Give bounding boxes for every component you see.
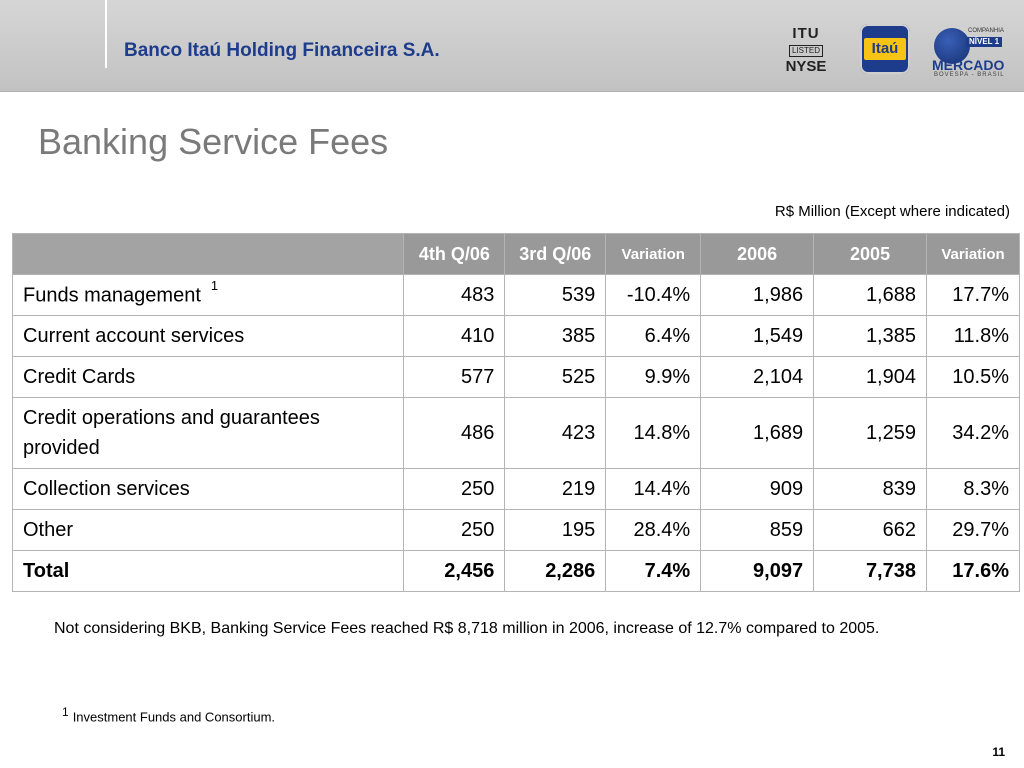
table-row [13,275,1020,316]
row-label: Current account services [13,316,404,357]
table-cell: 250 [404,510,505,551]
novo-mercado-logo: COMPANHIA NÍVEL 1 MERCADO BOVESPA - BRASIL [932,28,1005,78]
fees-table [12,233,1020,592]
table-cell: 909 [701,469,814,510]
table-cell: 7,738 [814,551,927,592]
summary-note: Not considering BKB, Banking Service Fees reached R$ 8,718 million in 2006, increase of 12.7% compared to 2005. [54,620,880,637]
table-cell: 410 [404,316,505,357]
table-cell: 195 [505,510,606,551]
table-cell: 423 [505,398,606,469]
column-header: 2006 [701,234,814,275]
table-cell: 577 [404,357,505,398]
row-label: Other [13,510,404,551]
column-header: Variation [606,234,701,275]
itau-logo: Itaú [860,24,910,74]
table-cell: 219 [505,469,606,510]
table-cell: 11.8% [927,316,1020,357]
column-header: 3rd Q/06 [505,234,606,275]
table-cell: 17.6% [927,551,1020,592]
table-cell: 859 [701,510,814,551]
table-cell: 8.3% [927,469,1020,510]
company-name: Banco Itaú Holding Financeira S.A. [124,40,440,61]
table-cell: 10.5% [927,357,1020,398]
row-label: Credit operations and guarantees provided [13,398,404,469]
table-cell: 14.4% [606,469,701,510]
table-cell: 29.7% [927,510,1020,551]
footnote-text: Investment Funds and Consortium. [72,709,276,725]
table-cell: -10.4% [606,275,701,316]
table-cell: 14.8% [606,398,701,469]
table-cell: 250 [404,469,505,510]
table-cell: 1,385 [814,316,927,357]
table-cell: 17.7% [927,275,1020,316]
table-cell: 6.4% [606,316,701,357]
table-cell: 34.2% [927,398,1020,469]
itu-nyse-logo: ITU LISTED NYSE [785,25,827,75]
table-cell: 483 [404,275,505,316]
page-number: 11 [992,745,1005,759]
slide-header [0,0,1024,92]
table-cell: 525 [505,357,606,398]
table-cell: 2,104 [701,357,814,398]
table-row [13,398,1020,469]
table-row [13,357,1020,398]
table-row [13,510,1020,551]
table-cell: 28.4% [606,510,701,551]
table-row [13,316,1020,357]
footnote-marker: 1 [62,705,69,719]
unit-note: R$ Million (Except where indicated) [774,203,1010,220]
table-cell: 2,286 [505,551,606,592]
table-cell: 9.9% [606,357,701,398]
footnote-ref: 1 [210,278,219,294]
table-header-row [13,234,1020,275]
table-cell: 1,689 [701,398,814,469]
table-cell: 1,259 [814,398,927,469]
column-header [13,234,404,275]
table-cell: 7.4% [606,551,701,592]
table-cell: 539 [505,275,606,316]
row-label: Collection services [13,469,404,510]
row-label: Funds management $^1$ [13,275,404,316]
table-cell: 9,097 [701,551,814,592]
table-cell: 2,456 [404,551,505,592]
row-label: Total [13,551,404,592]
table-cell: 1,986 [701,275,814,316]
column-header: 2005 [814,234,927,275]
header-separator [105,0,107,68]
column-header: Variation [927,234,1020,275]
table-cell: 839 [814,469,927,510]
table-row-total [13,551,1020,592]
footnote [62,705,275,724]
column-header: 4th Q/06 [404,234,505,275]
table-cell: 385 [505,316,606,357]
table-row [13,469,1020,510]
table-cell: 1,688 [814,275,927,316]
table-cell: 1,549 [701,316,814,357]
table-cell: 1,904 [814,357,927,398]
row-label: Credit Cards [13,357,404,398]
table-cell: 486 [404,398,505,469]
table-cell: 662 [814,510,927,551]
slide-title: Banking Service Fees [38,121,389,162]
